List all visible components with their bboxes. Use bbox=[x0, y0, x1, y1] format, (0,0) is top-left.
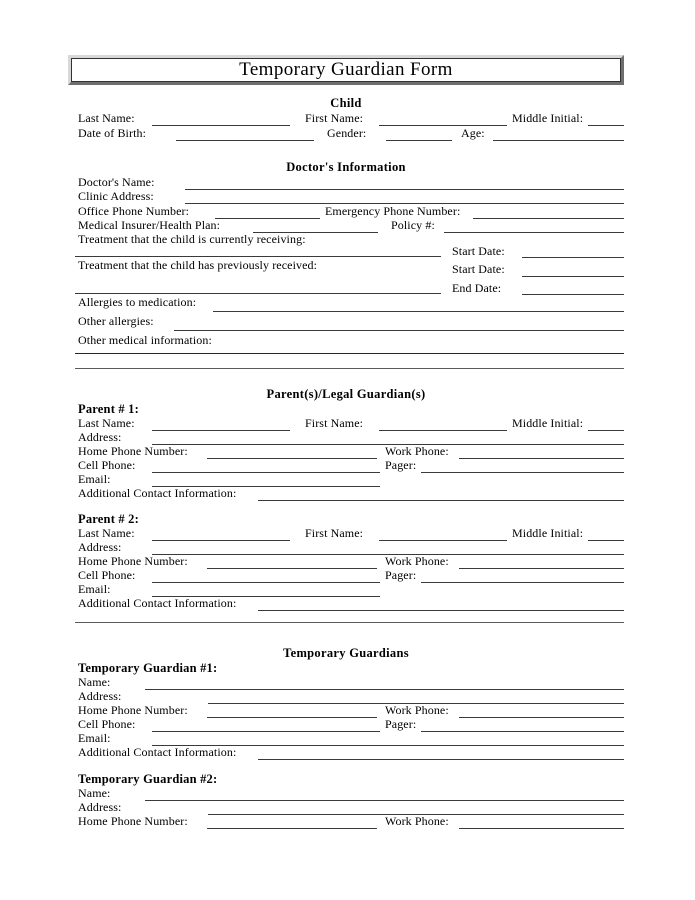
label-other-allergies: Other allergies: bbox=[78, 314, 154, 328]
label-guardian1-home-phone: Home Phone Number: bbox=[78, 703, 188, 717]
field-parent1-middle-initial[interactable] bbox=[588, 430, 624, 431]
section-heading-child: Child bbox=[330, 96, 362, 110]
field-parent2-work-phone[interactable] bbox=[459, 568, 624, 569]
field-parent2-first-name[interactable] bbox=[379, 540, 507, 541]
label-child-date-of-birth: Date of Birth: bbox=[78, 126, 147, 140]
field-other-allergies[interactable] bbox=[174, 330, 624, 331]
label-parent1-cell-phone: Cell Phone: bbox=[78, 458, 136, 472]
label-parent2-address: Address: bbox=[78, 540, 122, 554]
field-child-date-of-birth[interactable] bbox=[176, 140, 314, 141]
field-end-date-previous[interactable] bbox=[522, 294, 624, 295]
field-doctor-name[interactable] bbox=[185, 189, 624, 190]
section-heading-guardians: Temporary Guardians bbox=[283, 646, 409, 660]
field-guardian1-pager[interactable] bbox=[421, 731, 624, 732]
field-guardian2-work-phone[interactable] bbox=[459, 828, 624, 829]
label-guardian1-cell-phone: Cell Phone: bbox=[78, 717, 136, 731]
label-parent1-home-phone: Home Phone Number: bbox=[78, 444, 188, 458]
field-guardian1-cell-phone[interactable] bbox=[152, 731, 380, 732]
subheading-guardian-2: Temporary Guardian #2: bbox=[78, 772, 218, 786]
field-emergency-phone[interactable] bbox=[473, 218, 624, 219]
field-child-last-name[interactable] bbox=[152, 125, 290, 126]
label-clinic-address: Clinic Address: bbox=[78, 189, 154, 203]
field-guardian2-name[interactable] bbox=[145, 800, 624, 801]
subheading-guardian-1: Temporary Guardian #1: bbox=[78, 661, 218, 675]
field-office-phone[interactable] bbox=[215, 218, 320, 219]
field-parent1-cell-phone[interactable] bbox=[152, 472, 380, 473]
field-guardian2-home-phone[interactable] bbox=[207, 828, 377, 829]
form-title-box-inner bbox=[71, 58, 621, 82]
label-parent2-work-phone: Work Phone: bbox=[385, 554, 449, 568]
label-medical-insurer: Medical Insurer/Health Plan: bbox=[78, 218, 221, 232]
label-doctor-name: Doctor's Name: bbox=[78, 175, 155, 189]
field-parent2-middle-initial[interactable] bbox=[588, 540, 624, 541]
label-child-middle-initial: Middle Initial: bbox=[512, 111, 584, 125]
label-parent1-first-name: First Name: bbox=[305, 416, 364, 430]
label-office-phone: Office Phone Number: bbox=[78, 204, 190, 218]
field-other-medical-line-1[interactable] bbox=[75, 353, 624, 354]
form-title-box bbox=[68, 55, 624, 85]
field-guardian1-work-phone[interactable] bbox=[459, 717, 624, 718]
label-parent1-additional-contact: Additional Contact Information: bbox=[78, 486, 237, 500]
field-policy-number[interactable] bbox=[444, 232, 624, 233]
label-guardian1-name: Name: bbox=[78, 675, 111, 689]
field-child-gender[interactable] bbox=[386, 140, 452, 141]
label-child-last-name: Last Name: bbox=[78, 111, 135, 125]
field-child-middle-initial[interactable] bbox=[588, 125, 624, 126]
field-parent1-last-name[interactable] bbox=[152, 430, 290, 431]
label-parent1-address: Address: bbox=[78, 430, 122, 444]
field-child-first-name[interactable] bbox=[379, 125, 507, 126]
field-other-medical-line-2[interactable] bbox=[75, 368, 624, 369]
label-parent2-cell-phone: Cell Phone: bbox=[78, 568, 136, 582]
label-treatment-current: Treatment that the child is currently receiving: bbox=[78, 232, 306, 246]
field-parent1-additional-contact[interactable] bbox=[258, 500, 624, 501]
field-parent1-work-phone[interactable] bbox=[459, 458, 624, 459]
label-child-age: Age: bbox=[461, 126, 485, 140]
label-guardian2-address: Address: bbox=[78, 800, 122, 814]
page-title: Temporary Guardian Form bbox=[239, 59, 453, 80]
label-start-date-current: Start Date: bbox=[452, 244, 505, 258]
field-guardian1-additional-contact[interactable] bbox=[258, 759, 624, 760]
label-parent1-work-phone: Work Phone: bbox=[385, 444, 449, 458]
label-parent2-email: Email: bbox=[78, 582, 111, 596]
label-guardian1-additional-contact: Additional Contact Information: bbox=[78, 745, 237, 759]
label-parent1-email: Email: bbox=[78, 472, 111, 486]
field-parent1-home-phone[interactable] bbox=[207, 458, 377, 459]
label-parent2-pager: Pager: bbox=[385, 568, 417, 582]
section-heading-parents: Parent(s)/Legal Guardian(s) bbox=[266, 387, 426, 401]
label-guardian1-address: Address: bbox=[78, 689, 122, 703]
field-parent2-pager[interactable] bbox=[421, 582, 624, 583]
label-parent1-pager: Pager: bbox=[385, 458, 417, 472]
label-parent2-last-name: Last Name: bbox=[78, 526, 135, 540]
label-parent2-first-name: First Name: bbox=[305, 526, 364, 540]
label-guardian2-work-phone: Work Phone: bbox=[385, 814, 449, 828]
field-parent2-cell-phone[interactable] bbox=[152, 582, 380, 583]
field-start-date-previous[interactable] bbox=[522, 276, 624, 277]
field-parent2-additional-contact[interactable] bbox=[258, 610, 624, 611]
field-treatment-current[interactable] bbox=[75, 256, 441, 257]
section-heading-doctor: Doctor's Information bbox=[286, 160, 406, 174]
label-guardian1-work-phone: Work Phone: bbox=[385, 703, 449, 717]
field-parent2-last-name[interactable] bbox=[152, 540, 290, 541]
field-parent1-pager[interactable] bbox=[421, 472, 624, 473]
section-divider-guardians bbox=[75, 622, 624, 623]
subheading-parent-2: Parent # 2: bbox=[78, 512, 139, 526]
field-start-date-current[interactable] bbox=[522, 257, 624, 258]
field-treatment-previous[interactable] bbox=[75, 293, 441, 294]
label-guardian2-home-phone: Home Phone Number: bbox=[78, 814, 188, 828]
label-parent1-last-name: Last Name: bbox=[78, 416, 135, 430]
field-parent1-first-name[interactable] bbox=[379, 430, 507, 431]
field-child-age[interactable] bbox=[493, 140, 624, 141]
label-child-first-name: First Name: bbox=[305, 111, 364, 125]
field-parent2-home-phone[interactable] bbox=[207, 568, 377, 569]
field-guardian1-home-phone[interactable] bbox=[207, 717, 377, 718]
label-guardian2-name: Name: bbox=[78, 786, 111, 800]
label-policy-number: Policy #: bbox=[391, 218, 435, 232]
label-end-date-previous: End Date: bbox=[452, 281, 502, 295]
label-treatment-previous: Treatment that the child has previously received: bbox=[78, 258, 318, 272]
field-guardian1-name[interactable] bbox=[145, 689, 624, 690]
label-parent2-additional-contact: Additional Contact Information: bbox=[78, 596, 237, 610]
label-parent1-middle-initial: Middle Initial: bbox=[512, 416, 584, 430]
label-parent2-middle-initial: Middle Initial: bbox=[512, 526, 584, 540]
subheading-parent-1: Parent # 1: bbox=[78, 402, 139, 416]
label-other-medical: Other medical information: bbox=[78, 333, 212, 347]
label-child-gender: Gender: bbox=[327, 126, 367, 140]
label-guardian1-pager: Pager: bbox=[385, 717, 417, 731]
label-start-date-previous: Start Date: bbox=[452, 262, 505, 276]
label-guardian1-email: Email: bbox=[78, 731, 111, 745]
label-allergies-medication: Allergies to medication: bbox=[78, 295, 197, 309]
label-parent2-home-phone: Home Phone Number: bbox=[78, 554, 188, 568]
field-allergies-medication[interactable] bbox=[213, 311, 624, 312]
label-emergency-phone: Emergency Phone Number: bbox=[325, 204, 461, 218]
